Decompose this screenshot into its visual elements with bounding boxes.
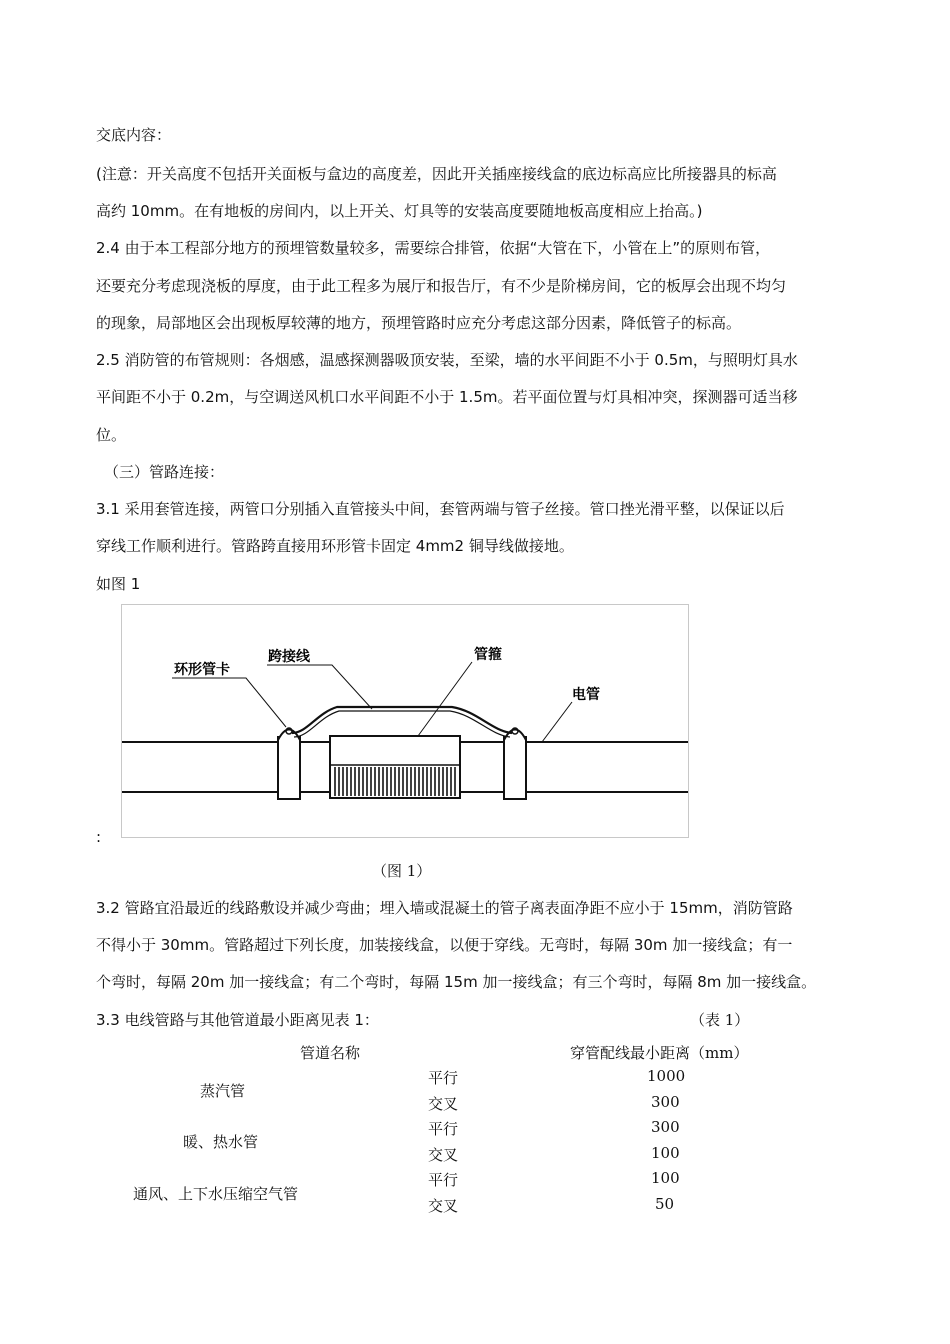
note-line-1: (注意：开关高度不包括开关面板与盒边的高度差，因此开关插座接线盒的底边标高应比所接器具的标高 bbox=[96, 165, 777, 183]
para-3-1-line-2: 穿线工作顺利进行。管路跨直接用环形管卡固定 4mm2 铜导线做接地。 bbox=[96, 537, 574, 555]
table-reference: （表 1） bbox=[690, 1011, 750, 1029]
ring-clamp-right bbox=[504, 737, 526, 799]
table-cell-cross-value: 50 bbox=[655, 1195, 675, 1213]
table-cell-parallel-label: 平行 bbox=[428, 1171, 459, 1189]
table-cell-parallel-value: 1000 bbox=[647, 1067, 686, 1085]
table-row-name: 蒸汽管 bbox=[200, 1082, 246, 1100]
table-cell-cross-label: 交叉 bbox=[428, 1146, 459, 1164]
table-cell-cross-value: 300 bbox=[651, 1093, 680, 1111]
para-3-2-line-3: 个弯时，每隔 20m 加一接线盒；有二个弯时，每隔 15m 加一接线盒；有三个弯时，每隔 8m 加一接线盒。 bbox=[96, 973, 817, 991]
note-line-2: 高约 10mm。在有地板的房间内，以上开关、灯具等的安装高度要随地板高度相应上抬高。) bbox=[96, 202, 703, 220]
label-conduit: 电管 bbox=[572, 687, 600, 703]
para-2-4-line-2: 还要充分考虑现浇板的厚度，由于此工程多为展厅和报告厅，有不少是阶梯房间，它的板厚会出现不均匀 bbox=[96, 277, 787, 295]
para-3-1-line-1: 3.1 采用套管连接，两管口分别插入直管接头中间，套管两端与管子丝接。管口挫光滑平整，以保证以后 bbox=[96, 500, 785, 518]
table-cell-parallel-value: 300 bbox=[651, 1118, 680, 1136]
para-2-4-line-3: 的现象，局部地区会出现板厚较薄的地方，预埋管路时应充分考虑这部分因素，降低管子的标高。 bbox=[96, 314, 742, 332]
figure-reference: 如图 1 bbox=[96, 575, 141, 593]
para-3-3: 3.3 电线管路与其他管道最小距离见表 1： bbox=[96, 1011, 379, 1029]
para-3-2-line-2: 不得小于 30mm。管路超过下列长度，加装接线盒，以便于穿线。无弯时，每隔 30m 加一接线盒；有一 bbox=[96, 936, 793, 954]
table-header-pipe-name: 管道名称 bbox=[300, 1044, 361, 1062]
para-2-5-line-2: 平间距不小于 0.2m，与空调送风机口水平间距不小于 1.5m。若平面位置与灯具相冲突，探测器可适当移 bbox=[96, 388, 798, 406]
section-3-heading: （三）管路连接： bbox=[104, 463, 225, 481]
sleeve-thread bbox=[332, 767, 458, 796]
table-cell-cross-value: 100 bbox=[651, 1144, 680, 1162]
ring-clamp-left bbox=[278, 737, 300, 799]
table-cell-cross-label: 交叉 bbox=[428, 1095, 459, 1113]
leader-clamp bbox=[172, 678, 286, 727]
leader-jumper bbox=[267, 665, 372, 709]
para-2-4-line-1: 2.4 由于本工程部分地方的预埋管数量较多，需要综合排管，依据“大管在下，小管在上”的原则布管， bbox=[96, 239, 771, 257]
table-header-min-distance: 穿管配线最小距离（mm） bbox=[570, 1044, 749, 1062]
table-row-name: 通风、上下水压缩空气管 bbox=[133, 1185, 299, 1203]
para-3-2-line-1: 3.2 管路宜沿最近的线路敷设并减少弯曲；埋入墙或混凝土的管子离表面净距不应小于 15mm，消防管路 bbox=[96, 899, 793, 917]
conduit-connection-svg bbox=[122, 605, 688, 837]
para-2-5-line-3: 位。 bbox=[96, 426, 127, 444]
label-sleeve: 管箍 bbox=[474, 647, 502, 663]
para-2-5-line-1: 2.5 消防管的布管规则：各烟感，温感探测器吸顶安装，至梁，墙的水平间距不小于 0.5m，与照明灯具水 bbox=[96, 351, 798, 369]
figure-1-diagram bbox=[121, 604, 689, 838]
table-cell-parallel-label: 平行 bbox=[428, 1069, 459, 1087]
heading-jiaodi: 交底内容： bbox=[96, 126, 172, 144]
table-cell-parallel-value: 100 bbox=[651, 1169, 680, 1187]
label-ring-clamp: 环形管卡 bbox=[174, 662, 230, 678]
leader-conduit bbox=[542, 702, 572, 742]
label-jumper-wire: 跨接线 bbox=[268, 649, 310, 665]
table-cell-parallel-label: 平行 bbox=[428, 1120, 459, 1138]
figure-marker: : bbox=[96, 828, 102, 846]
leader-sleeve bbox=[418, 662, 472, 736]
figure-caption: （图 1） bbox=[372, 862, 432, 880]
table-cell-cross-label: 交叉 bbox=[428, 1197, 459, 1215]
table-row-name: 暖、热水管 bbox=[183, 1133, 259, 1151]
